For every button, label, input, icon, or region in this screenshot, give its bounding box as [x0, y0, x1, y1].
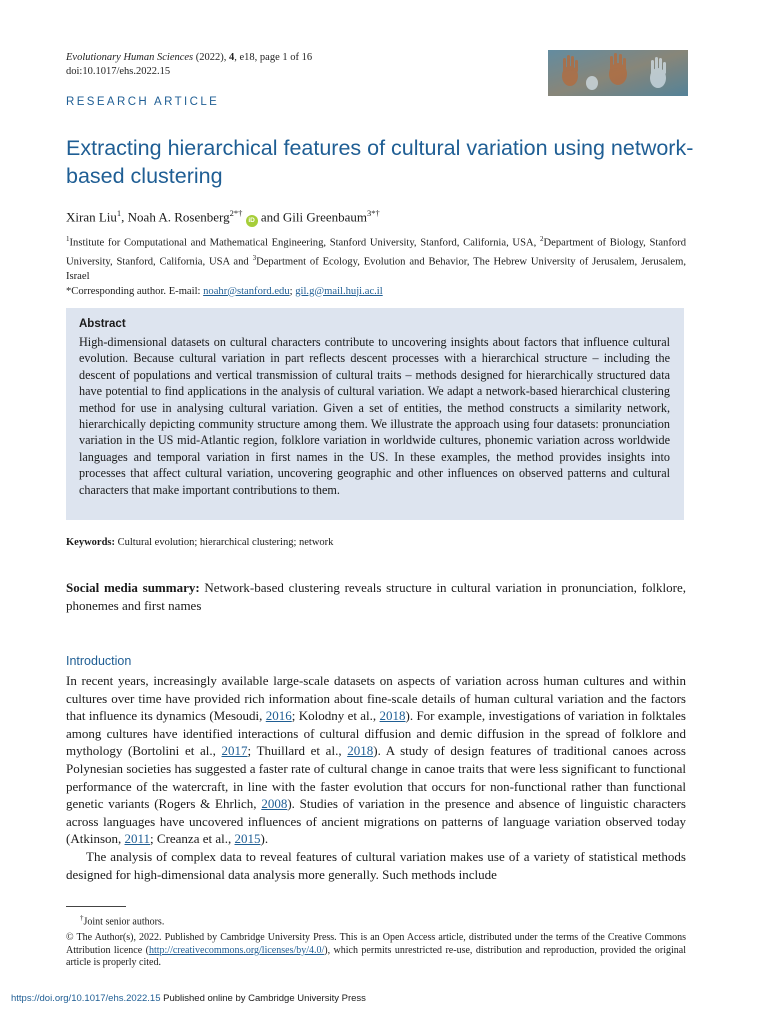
article-type: RESEARCH ARTICLE	[66, 96, 220, 108]
doi: doi:10.1017/ehs.2022.15	[66, 66, 171, 77]
email-link[interactable]: noahr@stanford.edu	[203, 285, 290, 297]
abstract-box	[66, 308, 684, 520]
footnote: †Joint senior authors.	[80, 914, 165, 928]
author-name: Noah A. Rosenberg	[127, 209, 230, 225]
doi-link[interactable]: https://doi.org/10.1017/ehs.2022.15	[11, 993, 161, 1004]
corresponding-author: *Corresponding author. E-mail:	[66, 285, 204, 297]
abstract-heading: Abstract	[79, 318, 126, 330]
affiliations: $^1$Institute for Computational and Mathematical Engineering, Stanford University, Stanford, California, USA, $^2$Department of Biology, Stanford University, Stanford, California, USA and $^3$Department of Ecology, Evolution and Behavior, The Hebrew University of Jerusalem, Jerusalem, Israel *Corresponding author. E-mail: noahr@stanford.edu; gil.g@mail.huji.ac.il	[66, 235, 687, 297]
volume: 4	[229, 52, 235, 63]
license-link[interactable]: http://creativecommons.org/licenses/by/4.0/	[148, 944, 325, 956]
license-note: © The Author(s), 2022. Published by Cambridge University Press. This is an Open Access article, distributed under the terms of the Creative Commons Attribution licence (http://creativecommons.org/licenses/by/4.0/), which permits unrestricted re-use, distribution and reproduction, provided the original article is properly cited.	[66, 932, 686, 969]
citation-link[interactable]: 2015	[234, 831, 261, 847]
social-media-summary: Social media summary: Network-based clustering reveals structure in cultural variation in pronunciation, folklore, phonemes and first names	[66, 580, 686, 613]
keywords: Keywords: Cultural evolution; hierarchical clustering; network	[66, 537, 334, 548]
citation-link[interactable]: 2011	[124, 831, 151, 847]
author-list: Xiran Liu$^1$, Noah A. Rosenberg$^{2*\dagger}$ iD and Gili Greenbaum$^{3*\dagger}$	[66, 204, 380, 227]
paragraph: In recent years, increasingly available large-scale datasets on aspects of variation across human cultures and within cultures over time have provided rich information about fine-scale details of human cultural variation and the factors that influence its dynamics (Mesoudi, 2016; Kolodny et al., 2018). For example, investigations of variation in folktales among cultures have identified interactions of cultural diffusion and demic diffusion in the spread of folklore and mythology (Bortolini et al., 2017; Thuillard et al., 2018). A study of design features of traditional canoes across Polynesian societies has suggested a faster rate of cultural change in canoe traits that were less significant to functional performance of the watercraft, in line with the faster evolution that occurs for non-functional rather than functional genetic variants (Rogers & Ehrlich, 2008). Studies of variation in the presence and absence of linguistic characters across languages have uncovered influences of ancient migrations on patterns of language variation observed today (Atkinson, 2011; Creanza et al., 2015).	[66, 673, 686, 847]
author-name: Gili Greenbaum	[282, 209, 368, 225]
citation-link[interactable]: 2018	[379, 708, 406, 724]
footnote-divider	[66, 906, 126, 907]
journal-cover-image	[548, 50, 688, 96]
publication-footer: https://doi.org/10.1017/ehs.2022.15 Published online by Cambridge University Press	[11, 993, 366, 1004]
article-title: Extracting hierarchical features of cultural variation using network-based clustering	[66, 136, 694, 188]
abstract-text: High-dimensional datasets on cultural characters contribute to uncovering insights about factors that influence cultural evolution. Because cultural variation in part reflects descent processes with a hierarchical structure – including the descent of populations and vertical transmission of cultural traits – methods designed for hierarchically structured data have potential to find applications in the analysis of cultural variation. We adapt a network-based hierarchical clustering method for use in analysing cultural variation. Given a set of entities, the method constructs a similarity network, hierarchically depicting community structure among them. We illustrate the approach using four datasets: pronunciation variation in the US mid-Atlantic region, folklore variation in worldwide cultures, phonemic variation across worldwide languages and temporal variation in first names in the US. In these examples, the method provides insights into processes that affect cultural variation, uncovering geographic and other influences on observed patterns and cultural characters that make important contributions to them.	[79, 335, 670, 497]
citation-link[interactable]: 2018	[347, 743, 374, 759]
body-text	[66, 672, 686, 883]
citation-link[interactable]: 2017	[221, 743, 248, 759]
running-header: Evolutionary Human Sciences (2022), 4, e18, page 1 of 16 doi:10.1017/ehs.2022.15	[66, 52, 313, 77]
citation-link[interactable]: 2008	[261, 796, 288, 812]
journal-name: Evolutionary Human Sciences	[66, 52, 194, 63]
author-name: Xiran Liu	[66, 209, 117, 225]
orcid-icon[interactable]: iD	[246, 215, 258, 227]
citation-link[interactable]: 2016	[265, 708, 292, 724]
paragraph: The analysis of complex data to reveal features of cultural variation makes use of a variety of statistical methods designed for high-dimensional data analysis more generally. Such methods include	[66, 848, 686, 882]
section-heading: Introduction	[66, 654, 132, 668]
email-link[interactable]: gil.g@mail.huji.ac.il	[295, 285, 383, 297]
